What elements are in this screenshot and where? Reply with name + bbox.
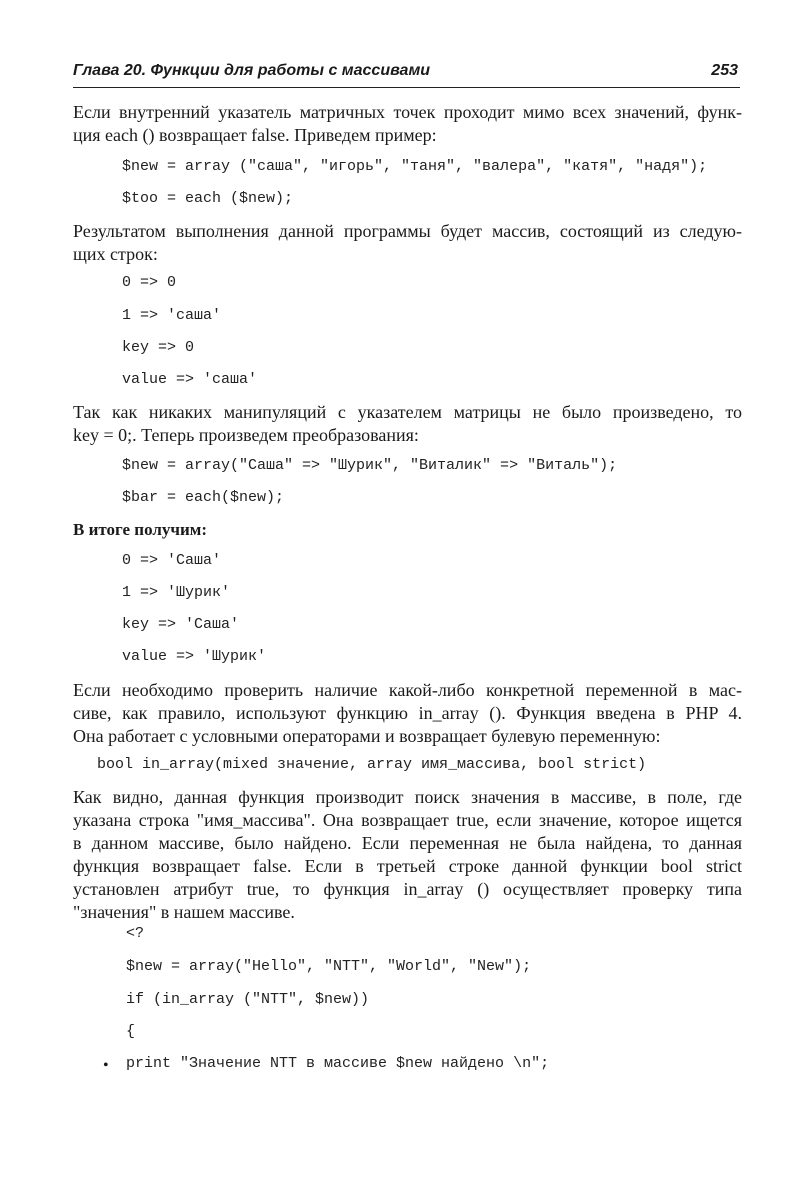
header-rule [73, 87, 740, 88]
paragraph-line: Она работает с условными операторами и возвращает булевую переменную: [73, 726, 661, 746]
paragraph-line: Если необходимо проверить наличие какой-либо конкретной переменной в мас- [73, 680, 742, 700]
code-line: 0 => 0 [122, 274, 177, 291]
paragraph-line: функция возвращает false. Если в третьей строке данной функции bool strict [73, 856, 742, 876]
code-line: key => 'Саша' [122, 616, 240, 633]
paragraph-line: установлен атрибут true, то функция in_array () осуществляет проверку типа [73, 879, 742, 899]
paragraph-line: в данном массиве, было найдено. Если переменная не была найдена, то данная [73, 833, 742, 853]
code-line: $new = array ("саша", "игорь", "таня", "валера", "катя", "надя"); [122, 158, 708, 175]
result-heading: В итоге получим: [73, 520, 208, 539]
code-line: 0 => 'Саша' [122, 552, 222, 569]
paragraph-line: "значения" в нашем массиве. [73, 902, 295, 922]
code-line: { [126, 1023, 136, 1040]
code-line: $too = each ($new); [122, 190, 294, 207]
paragraph-line: указана строка "имя_массива". Она возвращает true, если значение, которое ищется [73, 810, 742, 830]
code-line: $new = array("Саша" => "Шурик", "Виталик" => "Виталь"); [122, 457, 618, 474]
running-header [73, 60, 738, 86]
code-line: 1 => 'Шурик' [122, 584, 231, 601]
code-line: $new = array("Hello", "NTT", "World", "New"); [126, 958, 532, 975]
paragraph-line: Так как никаких манипуляций с указателем матрицы не было произведено, то [73, 402, 742, 422]
code-line: if (in_array ("NTT", $new)) [126, 991, 370, 1008]
bullet-mark: • [103, 1057, 109, 1074]
chapter-title: Глава 20. Функции для работы с массивами [73, 62, 431, 79]
function-signature: bool in_array(mixed значение, array имя_массива, bool strict) [97, 756, 647, 773]
code-line: value => 'Шурик' [122, 648, 267, 665]
code-line: <? [126, 925, 145, 942]
page-number: 253 [711, 62, 738, 79]
code-line: key => 0 [122, 339, 195, 356]
paragraph-line: Как видно, данная функция производит поиск значения в массиве, в поле, где [73, 787, 742, 807]
paragraph-line: Результатом выполнения данной программы будет массив, состоящий из следую- [73, 221, 742, 241]
paragraph-line: Если внутренний указатель матричных точек проходит мимо всех значений, функ- [73, 102, 742, 122]
code-line: 1 => 'саша' [122, 307, 222, 324]
paragraph-line: ция each () возвращает false. Приведем пример: [73, 125, 437, 145]
code-line: $bar = each($new); [122, 489, 285, 506]
paragraph-line: сиве, как правило, используют функцию in_array (). Функция введена в PHP 4. [73, 703, 742, 723]
paragraph-line: щих строк: [73, 244, 158, 264]
code-line: value => 'саша' [122, 371, 258, 388]
code-line: print "Значение NTT в массиве $new найдено \n"; [126, 1055, 550, 1072]
paragraph-line: key = 0;. Теперь произведем преобразования: [73, 425, 419, 445]
